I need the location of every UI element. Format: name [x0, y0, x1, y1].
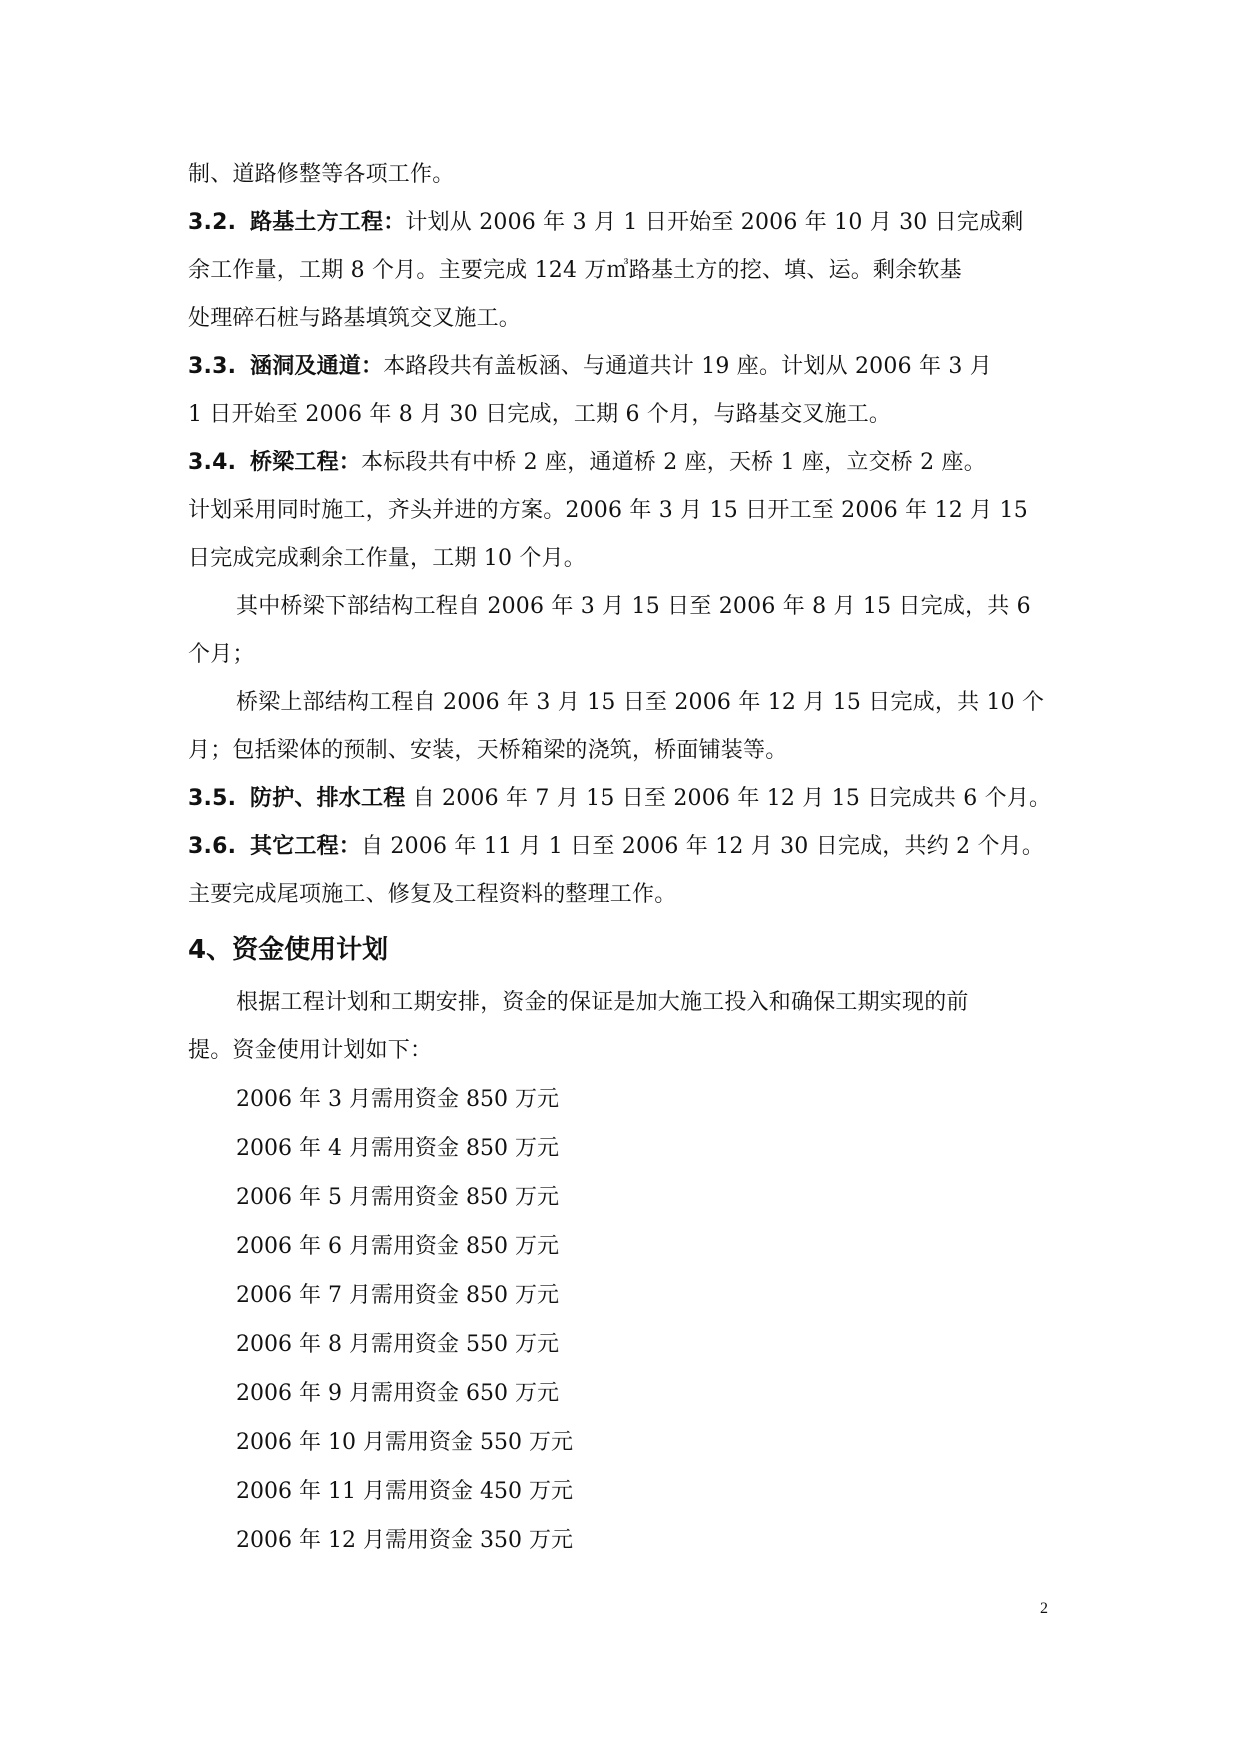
section-number: 3.6. [188, 834, 237, 859]
substructure-paragraph-line-1: 其中桥梁下部结构工程自 2006 年 3 月 15 日至 2006 年 8 月 15 日完成，共 6 [236, 594, 1031, 619]
section-title: 桥梁工程： [250, 450, 362, 475]
section-3-4-line-2: 计划采用同时施工，齐头并进的方案。2006 年 3 月 15 日开工至 2006 年 12 月 15 [188, 498, 1028, 523]
section-number: 3.2. [188, 210, 237, 235]
section-4-intro-line-2: 提。资金使用计划如下： [188, 1038, 433, 1063]
funding-plan-item: 2006 年 8 月需用资金 550 万元 [236, 1332, 559, 1357]
funding-plan-item: 2006 年 10 月需用资金 550 万元 [236, 1430, 573, 1455]
section-text: 自 2006 年 7 月 15 日至 2006 年 12 月 15 日完成共 6 个月。 [405, 786, 1052, 811]
funding-plan-item: 2006 年 12 月需用资金 350 万元 [236, 1528, 573, 1553]
funding-plan-item: 2006 年 5 月需用资金 850 万元 [236, 1185, 559, 1210]
section-title: 路基土方工程： [250, 210, 406, 235]
section-text: 计划从 2006 年 3 月 1 日开始至 2006 年 10 月 30 日完成剩 [405, 210, 1024, 235]
funding-plan-list [188, 1075, 1063, 1565]
section-3-2-line-1 [188, 199, 1063, 247]
section-text: 自 2006 年 11 月 1 日至 2006 年 12 月 30 日完成，共约 2 个月。 [361, 834, 1045, 859]
section-4-heading: 4、资金使用计划 [188, 935, 389, 965]
section-title: 其它工程： [250, 834, 362, 859]
section-3-3-line-2: 1 日开始至 2006 年 8 月 30 日完成，工期 6 个月，与路基交叉施工。 [188, 402, 892, 427]
section-text: 本路段共有盖板涵、与通道共计 19 座。计划从 2006 年 3 月 [383, 354, 992, 379]
funding-plan-item: 2006 年 11 月需用资金 450 万元 [236, 1479, 573, 1504]
funding-plan-item: 2006 年 4 月需用资金 850 万元 [236, 1136, 559, 1161]
continuation-line: 制、道路修整等各项工作。 [188, 162, 455, 187]
section-title: 涵洞及通道： [250, 354, 384, 379]
page-content [188, 151, 1063, 1565]
section-3-4-line-3: 日完成完成剩余工作量，工期 10 个月。 [188, 546, 586, 571]
superstructure-paragraph-line-1: 桥梁上部结构工程自 2006 年 3 月 15 日至 2006 年 12 月 15 日完成，共 10 个 [236, 690, 1045, 715]
section-3-2-line-3: 处理碎石桩与路基填筑交叉施工。 [188, 306, 522, 331]
superstructure-paragraph-line-2: 月；包括梁体的预制、安装，天桥箱梁的浇筑，桥面铺装等。 [188, 738, 788, 763]
section-number: 3.5. [188, 786, 237, 811]
section-text: 本标段共有中桥 2 座，通道桥 2 座，天桥 1 座，立交桥 2 座。 [361, 450, 986, 475]
funding-plan-item: 2006 年 9 月需用资金 650 万元 [236, 1381, 559, 1406]
section-3-3-line-1 [188, 343, 1063, 391]
funding-plan-item: 2006 年 7 月需用资金 850 万元 [236, 1283, 559, 1308]
section-3-6-line-1 [188, 823, 1063, 871]
section-3-6-line-2: 主要完成尾项施工、修复及工程资料的整理工作。 [188, 882, 677, 907]
substructure-paragraph-line-2: 个月； [188, 642, 255, 667]
section-3-5-line-1 [188, 775, 1063, 823]
section-number: 3.3. [188, 354, 237, 379]
section-3-2-line-2: 余工作量，工期 8 个月。主要完成 124 万㎥路基土方的挖、填、运。剩余软基 [188, 258, 962, 283]
funding-plan-item: 2006 年 6 月需用资金 850 万元 [236, 1234, 559, 1259]
page-number: 2 [1040, 1600, 1048, 1617]
funding-plan-item: 2006 年 3 月需用资金 850 万元 [236, 1087, 559, 1112]
section-4-intro-line-1: 根据工程计划和工期安排，资金的保证是加大施工投入和确保工期实现的前 [236, 990, 969, 1015]
section-title: 防护、排水工程 [250, 786, 406, 811]
section-number: 3.4. [188, 450, 237, 475]
section-3-4-line-1 [188, 439, 1063, 487]
